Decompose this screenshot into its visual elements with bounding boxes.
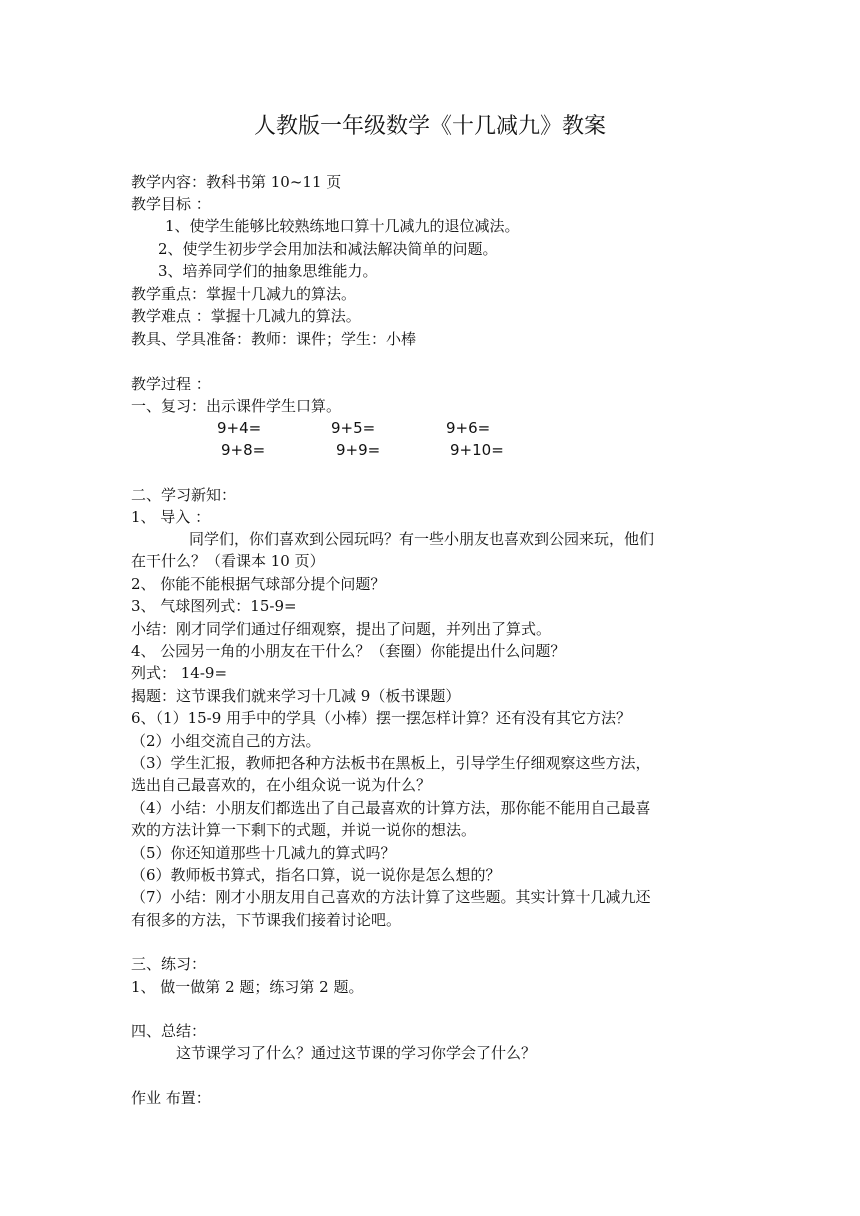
equation: 9+5=: [331, 419, 376, 437]
text-line: 1、 导入 ：: [131, 508, 211, 526]
text-line: 同学们，你们喜欢到公园玩吗？有一些小朋友也喜欢到公园来玩，他们: [189, 530, 655, 548]
text-line: 这节课学习了什么？通过这节课的学习你学会了什么？: [176, 1044, 537, 1062]
text-line: 有很多的方法，下节课我们接着讨论吧。: [131, 911, 402, 929]
text-line: 二、学习新知：: [131, 486, 237, 504]
text-line: （5）你还知道那些十几减九的算式吗？: [131, 844, 396, 862]
text-line: 教学内容：教科书第 10~11 页: [131, 173, 342, 191]
text-line: 三、练习：: [131, 955, 207, 973]
text-line: 3、 气球图列式：15-9=: [131, 597, 297, 615]
text-line: 选出自己最喜欢的，在小组众说一说为什么？: [131, 776, 432, 794]
text-line: 教学难点 ：掌握十几减九的算法。: [131, 307, 361, 325]
text-line: 4、 公园另一角的小朋友在干什么？（套圈）你能提出什么问题？: [131, 642, 566, 660]
text-line: 1、 做一做第 2 题；练习第 2 题。: [131, 978, 364, 996]
text-line: 教学目标 ：: [131, 195, 211, 213]
text-line: 揭题：这节课我们就来学习十几减 9（板书课题）: [131, 687, 461, 705]
text-line: （4）小结：小朋友们都选出了自己最喜欢的计算方法，那你能不能用自己最喜: [131, 799, 651, 817]
equation: 9+8=: [221, 441, 266, 459]
text-line: （7）小结：刚才小朋友用自己喜欢的方法计算了这些题。其实计算十几减九还: [131, 888, 651, 906]
text-line: 在干什么？（看课本 10 页）: [131, 552, 325, 570]
text-line: 1、使学生能够比较熟练地口算十几减九的退位减法。: [165, 217, 520, 235]
text-line: 教学重点：掌握十几减九的算法。: [131, 285, 357, 303]
text-line: （3）学生汇报，教师把各种方法板书在黑板上，引导学生仔细观察这些方法，: [131, 754, 651, 772]
equation: 9+9=: [336, 441, 381, 459]
equation: 9+6=: [446, 419, 491, 437]
text-line: 一、复习：出示课件学生口算。: [131, 397, 342, 415]
text-line: 作业 布置：: [131, 1089, 211, 1107]
text-line: 2、 你能不能根据气球部分提个问题？: [131, 575, 386, 593]
text-line: 2、使学生初步学会用加法和减法解决简单的问题。: [158, 240, 498, 258]
text-line: 四、总结：: [131, 1022, 207, 1040]
text-line: （2）小组交流自己的方法。: [131, 732, 321, 750]
text-line: 欢的方法计算一下剩下的式题，并说一说你的想法。: [131, 821, 477, 839]
text-line: （6）教师板书算式，指名口算，说一说你是怎么想的？: [131, 866, 501, 884]
document-title: 人教版一年级数学《十几减九》教案: [253, 114, 606, 139]
text-line: 教学过程 ：: [131, 375, 211, 393]
text-line: 小结：刚才同学们通过仔细观察，提出了问题，并列出了算式。: [131, 620, 552, 638]
text-line: 6、（1）15-9 用手中的学具（小棒）摆一摆怎样计算？还有没有其它方法？: [131, 709, 632, 727]
equation: 9+10=: [450, 441, 504, 459]
text-line: 教具、学具准备：教师：课件；学生：小棒: [131, 330, 417, 348]
equation: 9+4=: [217, 419, 262, 437]
text-line: 3、培养同学们的抽象思维能力。: [158, 262, 378, 280]
text-line: 列式： 14-9=: [131, 664, 228, 682]
